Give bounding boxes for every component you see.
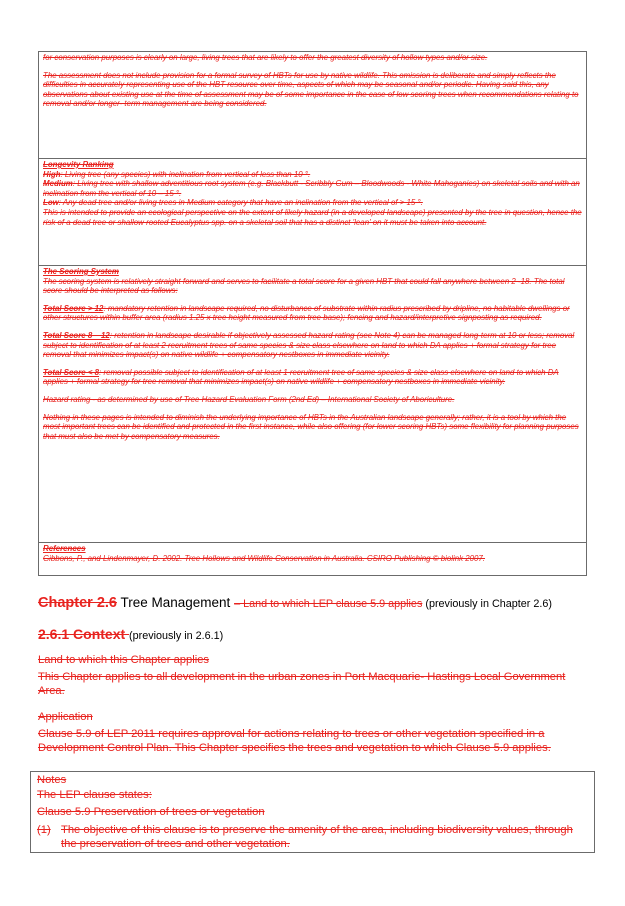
section-previous-note: (previously in 2.6.1) [129, 630, 224, 642]
hazard-rating-note: Hazard rating - as determined by use of Tree Hazard Evaluation Form (2nd Ed) – International Society of Aboriculture. [43, 394, 455, 404]
clause-item [37, 823, 588, 852]
assessment-paragraph: The assessment does not include provision for a formal survey of HBTs for use by native wildlife. This omission is deliberate and simply reflects the difficulties in accurately representing use of the HBT resource over time, aspects of which may be seasonal and/or periodic. Having said this, any observations about existing use at the time of assessment may be of some importance in the case of low scoring trees when recommendations relating to removal and/or longer- term management are being considered. [43, 70, 579, 109]
longevity-heading: Longevity Ranking [43, 160, 114, 169]
score-low-label: Total Score < 8 [43, 367, 100, 377]
score-high-label: Total Score > 12 [43, 303, 104, 313]
clause-heading: Clause 5.9 Preservation of trees or vegetation [37, 806, 265, 819]
longevity-note: This is intended to provide an ecological perspective on the extent of likely hazard (in a developed landscape) presented by the tree in question, hence the risk of a dead tree or shallow rooted Eucalyptus spp. on a skeletal soil that has a distinct 'lean' on it must be taken into account. [43, 207, 582, 227]
table-cell-conservation [39, 52, 586, 159]
high-label: High [43, 169, 61, 179]
application-section [38, 710, 588, 756]
chapter-title: Tree Management [116, 595, 235, 610]
section-title-deleted: 2.6.1 Context [38, 626, 130, 642]
low-label: Low [43, 198, 59, 208]
score-mid-label: Total Score 8 – 12 [43, 330, 110, 340]
table-cell-scoring [39, 266, 586, 543]
chapter-heading [38, 594, 598, 612]
scoring-closing: Nothing in these pages is intended to diminish the underlying importance of HBTs in the Australian landscape generally; rather, it is a tool by which the most important trees can be identified and protected in the first instance, while also offering (for lower scoring HBTs) some flexibility for planning purposes that must also be met by compensatory measures. [43, 412, 579, 441]
high-text: : Living tree (any species) with inclination from vertical of less than 10 °. [60, 169, 311, 179]
chapter-previous-note: (previously in Chapter 2.6) [422, 598, 552, 610]
chapter-number-deleted: Chapter 2.6 [38, 595, 117, 611]
section-heading [38, 626, 223, 644]
clause-item-number: (1) [37, 823, 51, 836]
score-low-text: : removal possible subject to identification of at least 1 recruitment tree of same species & size class elsewhere on land to which DA applies + formal strategy for tree removal that minimizes impact(s) on native wildlife + compensatory nestboxes in immediate vicinity. [43, 367, 559, 387]
score-mid-text: : retention in landscape desirable if objectively assessed hazard rating (see Note 4) can be managed long-term at 10 or less; removal subject to identification of at least 2 recruitment trees of same species & size class elsewhere on land to which DA applies + formal strategy for tree removal that minimizes impact(s) on native wildlife + compensatory nestboxes in immediate vicinity. [43, 330, 575, 360]
low-text: : Any dead tree and/or living trees in Medium category that have an inclination from the vertical of > 15 °. [58, 198, 423, 208]
medium-text: : Living tree with shallow adventitious root system (e.g. Blackbutt - Scribbly Gum – Bloodwoods - White Mahoganies) on skeletal soils and with an inclination from the vertical of 10 – 15 °. [43, 179, 580, 198]
references-heading: References [43, 544, 86, 553]
applies-section [38, 653, 588, 699]
scoring-intro: The scoring system is relatively straight forward and serves to facilitate a total score for a given HBT that could fall anywhere between 2 -18. The total score should be interpreted as follows: [43, 276, 565, 296]
reference-entry: Gibbons, P., and Lindenmayer, D. 2002. Tree Hollows and Wildlife Conservation in Australia. CSIRO Publishing © biolink 2007. [43, 553, 486, 563]
applies-text: This Chapter applies to all development in the urban zones in Port Macquarie- Hastings Local Government Area. [38, 670, 566, 697]
hbt-assessment-table [38, 51, 587, 576]
notes-heading: Notes [37, 774, 67, 786]
application-text: Clause 5.9 of LEP 2011 requires approval for actions relating to trees or other vegetation specified in a Development Control Plan. This Chapter specifies the trees and vegetation to which Clause 5.9 applies. [38, 727, 551, 754]
table-cell-longevity [39, 159, 586, 266]
applies-heading: Land to which this Chapter applies [38, 654, 210, 666]
score-high-text: : mandatory retention in landscape required, no disturbance of substrate within radius prescribed by dripline, no habitable dwellings or other structures within buffer area (radius 1.25 x tree height measured from tree base); fencing and hazard/interpretive signposting as required. [43, 303, 570, 323]
chapter-title-deleted: – Land to which LEP clause 5.9 applies [234, 598, 423, 610]
table-cell-references [39, 543, 586, 575]
conservation-paragraph: for conservation purposes is clearly on large, living trees that are likely to offer the greatest diversity of hollow types and/or size. [43, 53, 488, 62]
application-heading: Application [38, 711, 93, 723]
clause-item-text: The objective of this clause is to preserve the amenity of the area, including biodiversity values, through the preservation of trees and other vegetation. [61, 823, 573, 851]
notes-line: The LEP clause states: [37, 788, 152, 801]
medium-label: Medium [43, 179, 73, 189]
notes-box [30, 771, 595, 853]
scoring-heading: The Scoring System [43, 267, 119, 276]
